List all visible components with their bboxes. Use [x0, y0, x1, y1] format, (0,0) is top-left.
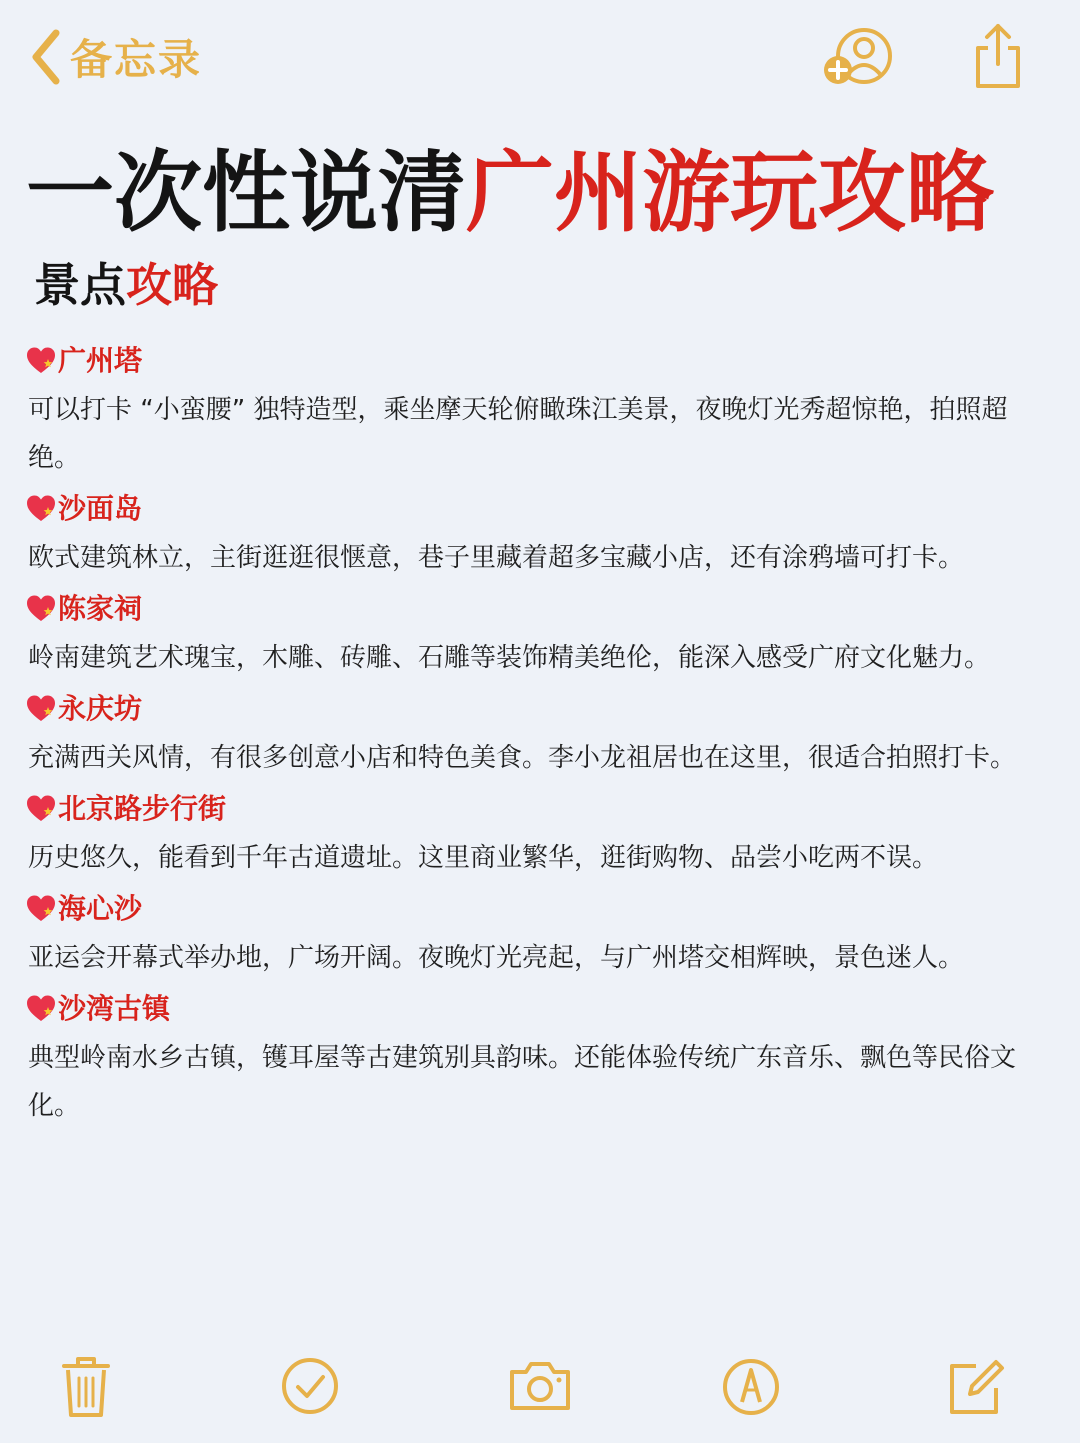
spot-description: 历史悠久，能看到千年古道遗址。这里商业繁华，逛街购物、品尝小吃两不误。 — [28, 843, 939, 873]
section-heading-red: 攻略 — [126, 258, 218, 312]
note-body[interactable] — [26, 336, 1056, 1132]
spot-name: 海心沙 — [58, 892, 143, 925]
list-item — [26, 984, 1056, 1130]
heart-icon — [26, 894, 56, 924]
spot-description: 岭南建筑艺术瑰宝，木雕、砖雕、石雕等装饰精美绝伦，能深入感受广府文化魅力。 — [28, 643, 991, 673]
camera-icon — [506, 1358, 574, 1414]
section-heading — [34, 252, 218, 318]
spot-name: 沙湾古镇 — [58, 992, 171, 1025]
back-label: 备忘录 — [70, 35, 203, 84]
chevron-left-icon — [28, 29, 62, 85]
markup-button[interactable] — [720, 1356, 782, 1422]
markup-icon — [720, 1356, 782, 1418]
heart-icon — [26, 994, 56, 1024]
spot-name: 广州塔 — [58, 344, 143, 377]
spot-name: 陈家祠 — [58, 592, 143, 625]
list-item — [26, 784, 1056, 882]
share-button[interactable] — [968, 22, 1028, 96]
spot-description: 亚运会开幕式举办地，广场开阔。夜晚灯光亮起，与广州塔交相辉映，景色迷人。 — [28, 943, 965, 973]
compose-button[interactable] — [946, 1358, 1006, 1422]
share-icon — [968, 22, 1028, 92]
title-part-black: 一次性说清 — [26, 141, 467, 244]
add-person-button[interactable] — [822, 26, 898, 94]
section-heading-black: 景点 — [34, 258, 126, 312]
navigation-bar — [0, 0, 1080, 115]
camera-button[interactable] — [506, 1358, 574, 1418]
heart-icon — [26, 694, 56, 724]
checklist-icon — [280, 1356, 340, 1416]
page-title — [26, 138, 1066, 248]
spot-name: 北京路步行街 — [58, 792, 227, 825]
title-part-red: 广州游玩攻略 — [466, 141, 995, 244]
bottom-toolbar — [0, 1340, 1080, 1440]
delete-button[interactable] — [60, 1354, 112, 1424]
heart-icon — [26, 794, 56, 824]
spot-name: 沙面岛 — [58, 492, 143, 525]
trash-icon — [60, 1354, 112, 1420]
spot-description: 充满西关风情，有很多创意小店和特色美食。李小龙祖居也在这里，很适合拍照打卡。 — [28, 743, 1017, 773]
spot-description: 典型岭南水乡古镇，镬耳屋等古建筑别具韵味。还能体验传统广东音乐、飘色等民俗文化。 — [28, 1043, 1017, 1121]
list-item — [26, 884, 1056, 982]
heart-icon — [26, 594, 56, 624]
spot-name: 永庆坊 — [58, 692, 143, 725]
compose-icon — [946, 1358, 1006, 1418]
list-item — [26, 484, 1056, 582]
list-item — [26, 336, 1056, 482]
list-item — [26, 584, 1056, 682]
spot-description: 欧式建筑林立，主街逛逛很惬意，巷子里藏着超多宝藏小店，还有涂鸦墙可打卡。 — [28, 543, 965, 573]
spot-description: 可以打卡 “小蛮腰” 独特造型，乘坐摩天轮俯瞰珠江美景，夜晚灯光秀超惊艳，拍照超绝。 — [28, 395, 1008, 473]
checklist-button[interactable] — [280, 1356, 340, 1420]
heart-icon — [26, 494, 56, 524]
back-button[interactable] — [28, 26, 202, 88]
list-item — [26, 684, 1056, 782]
heart-icon — [26, 346, 56, 376]
add-person-icon — [822, 26, 898, 90]
